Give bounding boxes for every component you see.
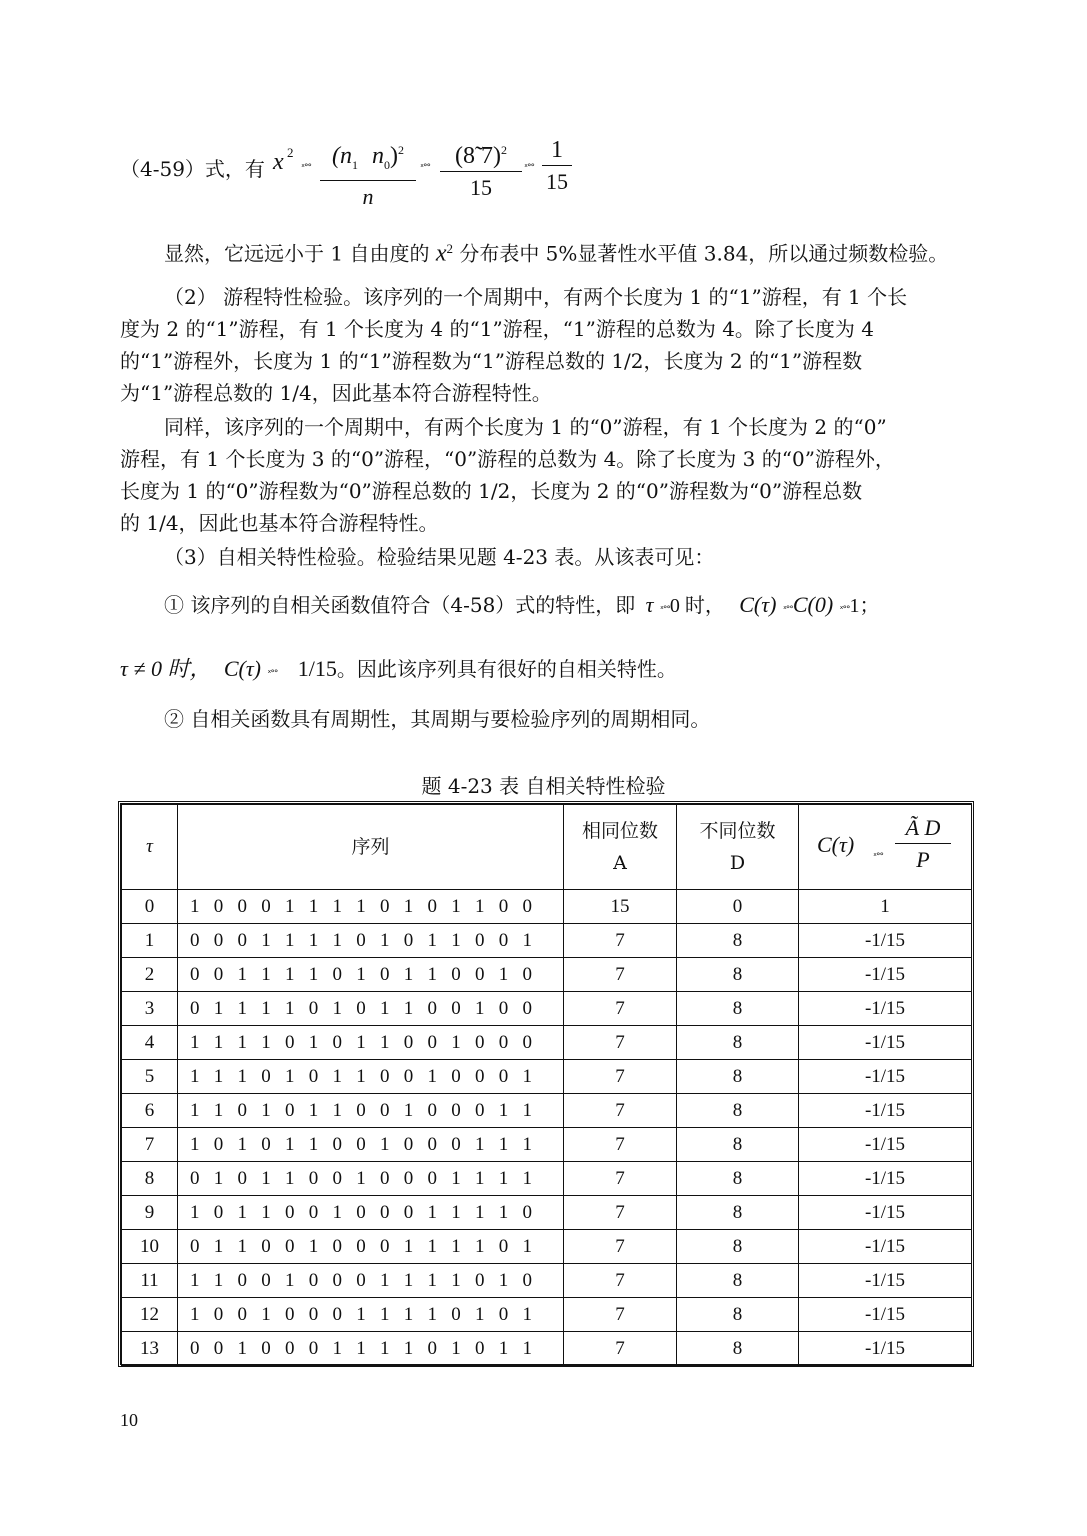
chi-symbol: x [435,240,447,267]
header-c-tau-label: C(τ) [817,832,855,857]
table-row [122,1264,972,1298]
same-bits-cell: 7 [564,1162,677,1196]
sequence-cell: 1 1 0 1 0 1 1 0 0 1 0 0 0 1 1 [178,1094,564,1128]
c-tau-cell: -1/15 [799,924,972,958]
table-row [122,1026,972,1060]
header-tau: τ [122,805,178,890]
relation-glyph: ˣ°° [782,605,793,615]
header-c-tau-denominator: P [916,847,930,872]
tau-cell: 6 [122,1094,178,1128]
tau-cell: 10 [122,1230,178,1264]
relation-glyph: ˣ°° [873,852,883,862]
table-row [122,1094,972,1128]
relation-glyph: ˣ°° [524,163,534,173]
fraction-2-denominator: 15 [470,175,492,200]
sequence-cell: 1 0 0 0 1 1 1 1 0 1 0 1 1 0 0 [178,890,564,924]
same-bits-cell: 7 [564,992,677,1026]
relation-glyph: ˣ°° [301,163,311,173]
diff-bits-cell: 8 [677,1332,799,1366]
c-tau-cell: -1/15 [799,1094,972,1128]
autocorrelation-table [118,801,974,1367]
same-bits-cell: 7 [564,1332,677,1366]
sequence-cell: 1 1 0 0 1 0 0 0 1 1 1 1 0 1 0 [178,1264,564,1298]
diff-bits-cell: 8 [677,1060,799,1094]
diff-bits-cell: 8 [677,1094,799,1128]
table-row [122,958,972,992]
header-sequence: 序列 [178,805,564,890]
c-tau-cell: -1/15 [799,958,972,992]
tau-cell: 1 [122,924,178,958]
paragraph-item-2: ② 自相关函数具有周期性，其周期与要检验序列的周期相同。 [164,707,711,731]
paragraph-item-1 [164,589,880,626]
same-bits-cell: 7 [564,1026,677,1060]
tau-symbol: τ [645,592,654,617]
formula-lead-text: （4-59）式，有 [120,157,265,181]
fraction-1-numerator: ($n_1$ $n_0)^2$ [332,143,404,172]
c-tau-cell: -1/15 [799,1060,972,1094]
diff-bits-cell: 8 [677,992,799,1026]
relation-glyph: ˣ°° [839,605,850,615]
table-row [122,1060,972,1094]
tau-cell: 3 [122,992,178,1026]
diff-bits-cell: 0 [677,890,799,924]
paragraph-autocorrelation-intro: （3）自相关特性检验。检验结果见题 4-23 表。从该表可见： [164,545,715,569]
same-bits-cell: 7 [564,1094,677,1128]
tau-cell: 11 [122,1264,178,1298]
paragraph-run-test-line-4: 为“1”游程总数的 1/4，因此基本符合游程特性。 [120,381,552,405]
table-row [122,1162,972,1196]
same-bits-cell: 7 [564,924,677,958]
c-tau-cell: -1/15 [799,1196,972,1230]
fraction-1-denominator: n [362,183,374,209]
sequence-cell: 0 0 1 1 1 1 0 1 0 1 1 0 0 1 0 [178,958,564,992]
sequence-cell: 1 1 1 1 0 1 0 1 1 0 0 1 0 0 0 [178,1026,564,1060]
diff-bits-cell: 8 [677,924,799,958]
table-row [122,890,972,924]
c-tau-cell: -1/15 [799,1332,972,1366]
table-row [122,1128,972,1162]
c-tau-cell: -1/15 [799,1026,972,1060]
header-c-tau [799,805,972,890]
c-tau-symbol: C(τ) [739,592,777,617]
fraction-3 [542,135,572,198]
chi-square-formula [120,135,640,207]
c-tau-cell: -1/15 [799,1162,972,1196]
chi-exponent: 2 [446,241,453,256]
diff-bits-cell: 8 [677,1230,799,1264]
chi-exponent: 2 [287,145,294,160]
sequence-cell: 0 1 1 0 0 1 0 0 0 1 1 1 1 0 1 [178,1230,564,1264]
header-diff-bits-symbol: D [729,852,746,874]
header-same-bits-symbol: A [613,852,627,874]
same-bits-cell: 7 [564,1196,677,1230]
sequence-cell: 1 0 1 0 1 1 0 0 1 0 0 0 1 1 1 [178,1128,564,1162]
paragraph-zero-run-line-2: 游程，有 1 个长度为 3 的“0”游程，“0”游程的总数为 4。除了长度为 3 的“0”游程外， [120,447,895,471]
c-tau-cell: -1/15 [799,1298,972,1332]
sequence-cell: 1 0 0 1 0 0 0 1 1 1 1 0 1 0 1 [178,1298,564,1332]
c-tau-cell: -1/15 [799,1264,972,1298]
sequence-cell: 0 0 0 1 1 1 1 0 1 0 1 1 0 0 1 [178,924,564,958]
sequence-cell: 1 1 1 0 1 0 1 1 0 0 1 0 0 0 1 [178,1060,564,1094]
paragraph-text: 分布表中 5%显著性水平值 3.84，所以通过频数检验。 [459,241,949,266]
c-tau-cell: 1 [799,890,972,924]
header-diff-bits [677,805,799,890]
tau-cell: 8 [122,1162,178,1196]
table-row [122,992,972,1026]
header-same-bits-label: 相同位数 [581,820,658,842]
table-header-row [122,805,972,890]
same-bits-cell: 7 [564,1298,677,1332]
paragraph-zero-run-line-3: 长度为 1 的“0”游程数为“0”游程总数的 1/2，长度为 2 的“0”游程数为“0”游程总数 [120,479,863,503]
table-row [122,1332,972,1366]
zero-text: 0 时， [669,595,725,617]
relation-glyph: ˣ°° [659,605,670,615]
relation-glyph: ˣ°° [420,163,430,173]
paragraph-run-test-line-1: （2） 游程特性检验。该序列的一个周期中，有两个长度为 1 的“1”游程，有 1 个长 [164,285,908,309]
fraction-3-denominator: 15 [546,169,568,194]
fraction-3-numerator: 1 [551,137,563,163]
diff-bits-cell: 8 [677,1196,799,1230]
tau-cell: 12 [122,1298,178,1332]
paragraph-zero-run-line-4: 的 1/4，因此也基本符合游程特性。 [120,511,439,535]
fraction-2 [440,135,522,204]
table-row [122,1230,972,1264]
same-bits-cell: 7 [564,1128,677,1162]
diff-bits-cell: 8 [677,1298,799,1332]
diff-bits-cell: 8 [677,1128,799,1162]
one-text: 1； [849,595,880,617]
table-caption: 题 4-23 表 自相关特性检验 [421,774,666,798]
tau-cell: 0 [122,890,178,924]
header-same-bits [564,805,677,890]
tau-cell: 2 [122,958,178,992]
paragraph-run-test-line-3: 的“1”游程外，长度为 1 的“1”游程数为“1”游程总数的 1/2，长度为 2 的“1”游程数 [120,349,863,373]
same-bits-cell: 7 [564,1060,677,1094]
header-c-tau-numerator: Ã D [905,815,941,840]
c-tau-cell: -1/15 [799,1230,972,1264]
c-tau-symbol: C(τ) [223,656,262,681]
diff-bits-cell: 8 [677,1264,799,1298]
tau-cell: 5 [122,1060,178,1094]
value-text: 1/15 [297,656,337,681]
c-zero-symbol: C(0) [792,592,834,617]
tau-cell: 13 [122,1332,178,1366]
sequence-cell: 1 0 1 1 0 0 1 0 0 0 1 1 1 1 0 [178,1196,564,1230]
table-row [122,1196,972,1230]
relation-glyph: ˣ°° [267,669,278,679]
diff-bits-cell: 8 [677,958,799,992]
sequence-cell: 0 1 0 1 1 0 0 1 0 0 0 1 1 1 1 [178,1162,564,1196]
same-bits-cell: 7 [564,958,677,992]
c-tau-cell: -1/15 [799,1128,972,1162]
same-bits-cell: 7 [564,1264,677,1298]
same-bits-cell: 7 [564,1230,677,1264]
diff-bits-cell: 8 [677,1162,799,1196]
fraction-1 [320,135,416,213]
same-bits-cell: 15 [564,890,677,924]
table-row [122,1298,972,1332]
sequence-cell: 0 1 1 1 1 0 1 0 1 1 0 0 1 0 0 [178,992,564,1026]
header-c-tau-fraction [895,813,951,876]
tau-nonzero-text: τ ≠ 0 时， [120,656,212,681]
sequence-cell: 0 0 1 0 0 0 1 1 1 1 0 1 0 1 1 [178,1332,564,1366]
chi-symbol: x [273,149,284,175]
table-row [122,924,972,958]
tau-cell: 7 [122,1128,178,1162]
diff-bits-cell: 8 [677,1026,799,1060]
tau-cell: 9 [122,1196,178,1230]
paragraph-text: 显然，它远远小于 1 自由度的 [164,241,430,266]
paragraph-zero-run-line-1: 同样，该序列的一个周期中，有两个长度为 1 的“0”游程，有 1 个长度为 2 的“0” [164,415,887,439]
tau-cell: 4 [122,1026,178,1060]
paragraph-frequency-test [164,233,948,270]
header-diff-bits-label: 不同位数 [699,820,776,842]
c-tau-cell: -1/15 [799,992,972,1026]
page-number: 10 [120,1410,138,1430]
fraction-2-numerator: (8̃ 7)$^2$ [455,143,507,169]
paragraph-run-test-line-2: 度为 2 的“1”游程，有 1 个长度为 4 的“1”游程，“1”游程的总数为 4。除了长度为 4 [120,317,875,341]
paragraph-text: ① 该序列的自相关函数值符合（4-58）式的特性，即 [164,593,636,617]
paragraph-nonzero-tau [120,653,677,690]
paragraph-text: 。因此该序列具有很好的自相关特性。 [336,657,677,681]
